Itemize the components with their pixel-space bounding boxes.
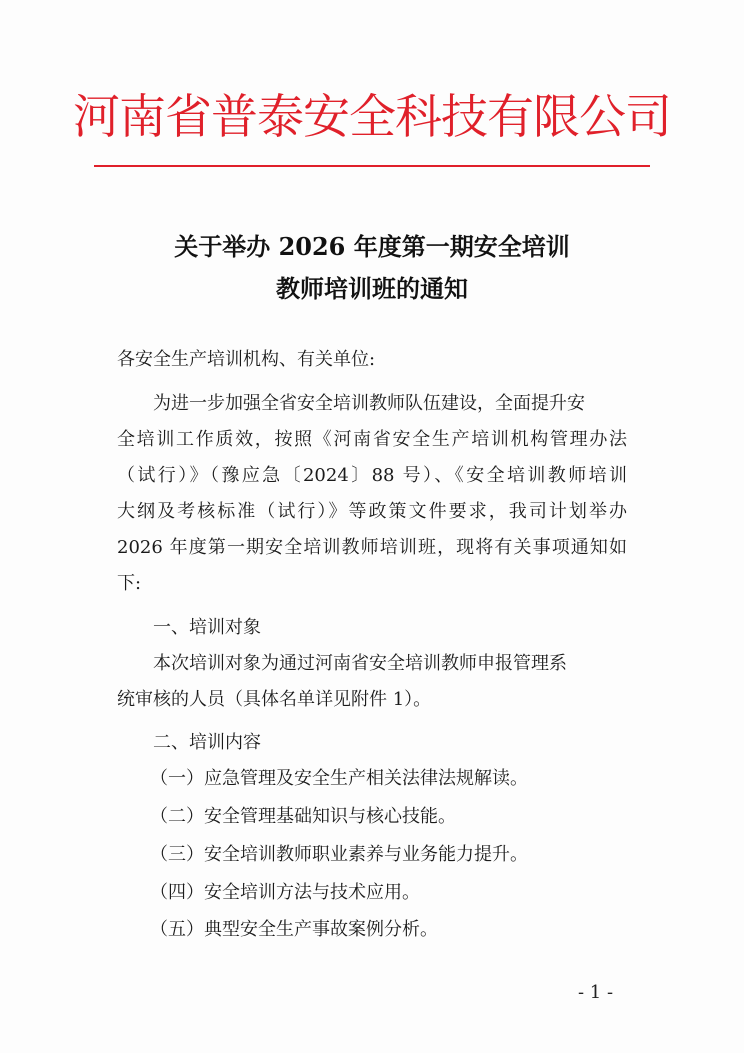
intro-line: 大纲及考核标准（试行）》等政策文件要求，我司计划举办 bbox=[117, 501, 627, 522]
notice-title-line-2: 教师培训班的通知 bbox=[276, 274, 468, 303]
intro-line: 2026 年度第一期安全培训教师培训班，现将有关事项通知如 bbox=[117, 537, 627, 558]
notice-title bbox=[0, 226, 744, 310]
intro-line: 为进一步加强全省安全培训教师队伍建设，全面提升安 bbox=[153, 393, 585, 414]
section-heading-training-content: 二、培训内容 bbox=[153, 732, 261, 753]
content-list-item: （四）安全培训方法与技术应用。 bbox=[150, 882, 420, 903]
content-list-item: （三）安全培训教师职业素养与业务能力提升。 bbox=[150, 844, 528, 865]
content-list-item: （一）应急管理及安全生产相关法律法规解读。 bbox=[150, 768, 528, 789]
page-number: - 1 - bbox=[578, 982, 614, 1003]
content-list-item: （二）安全管理基础知识与核心技能。 bbox=[150, 806, 456, 827]
content-list-item: （五）典型安全生产事故案例分析。 bbox=[150, 919, 438, 940]
salutation: 各安全生产培训机构、有关单位: bbox=[117, 349, 376, 370]
letterhead-red-rule bbox=[94, 165, 650, 167]
letterhead-company-name: 河南省普泰安全科技有限公司 bbox=[73, 90, 671, 145]
intro-line: 下: bbox=[117, 573, 142, 594]
section1-line: 统审核的人员（具体名单详见附件 1）。 bbox=[117, 689, 432, 710]
intro-line: 全培训工作质效，按照《河南省安全生产培训机构管理办法 bbox=[117, 429, 627, 450]
section1-line: 本次培训对象为通过河南省安全培训教师申报管理系 bbox=[153, 653, 567, 674]
intro-line: （试行）》（豫应急〔2024〕88 号）、《安全培训教师培训 bbox=[117, 465, 627, 486]
section-heading-training-target: 一、培训对象 bbox=[153, 617, 261, 638]
notice-title-line-1: 关于举办 2026 年度第一期安全培训 bbox=[174, 232, 570, 261]
